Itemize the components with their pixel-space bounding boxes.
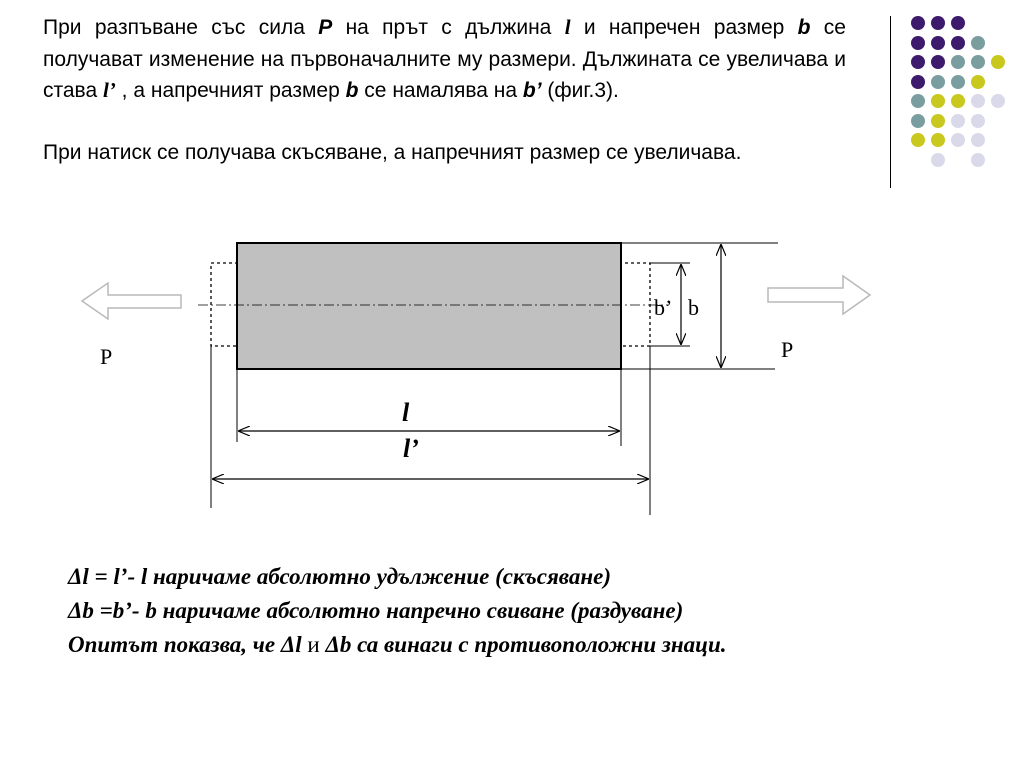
b-label: b — [688, 295, 699, 320]
force-symbol: P — [318, 16, 333, 39]
l-label: l — [402, 398, 410, 427]
bar — [237, 243, 621, 369]
right-force-label: P — [781, 337, 794, 362]
b-prime-label: b’ — [654, 295, 673, 320]
width-symbol: b — [797, 16, 811, 39]
intro-text-1: При разпъване със сила — [43, 16, 319, 39]
right-force-arrow — [768, 276, 870, 314]
formula-absolute-elongation: Δl = l’- l наричаме абсолютно удължение (скъсяване) — [68, 564, 612, 589]
intro-text-7: (фиг.3). — [541, 79, 619, 102]
left-force-arrow — [82, 283, 181, 319]
new-length-symbol: l’ — [103, 78, 116, 102]
new-width-symbol: b’ — [522, 79, 542, 102]
intro-text-6: се намалява на — [358, 79, 523, 102]
intro-text-4: се получават изменение на първоначалните му размери. Дължината се увеличава и става — [43, 16, 846, 102]
conclusion-text-1: Опитът показва, че Δl — [68, 632, 308, 657]
width-symbol-2: b — [345, 79, 359, 102]
conclusion-text-2: Δb са винаги с противоположни знаци. — [319, 632, 727, 657]
intro-text-5: , а напречният размер — [115, 79, 346, 102]
left-force-label: P — [100, 344, 113, 369]
compression-paragraph: При натиск се получава скъсяване, а напречният размер се увеличава. — [43, 141, 742, 164]
formula-conclusion — [68, 628, 727, 662]
conclusion-and: и — [307, 632, 320, 657]
intro-text-3: и напречен размер — [570, 16, 798, 39]
intro-text-2: на прът с дължина — [332, 16, 565, 39]
formula-transverse-contraction: Δb =b’- b наричаме абсолютно напречно свиване (раздуване) — [68, 598, 684, 623]
l-prime-label: l’ — [403, 434, 419, 463]
length-symbol: l — [564, 15, 571, 39]
